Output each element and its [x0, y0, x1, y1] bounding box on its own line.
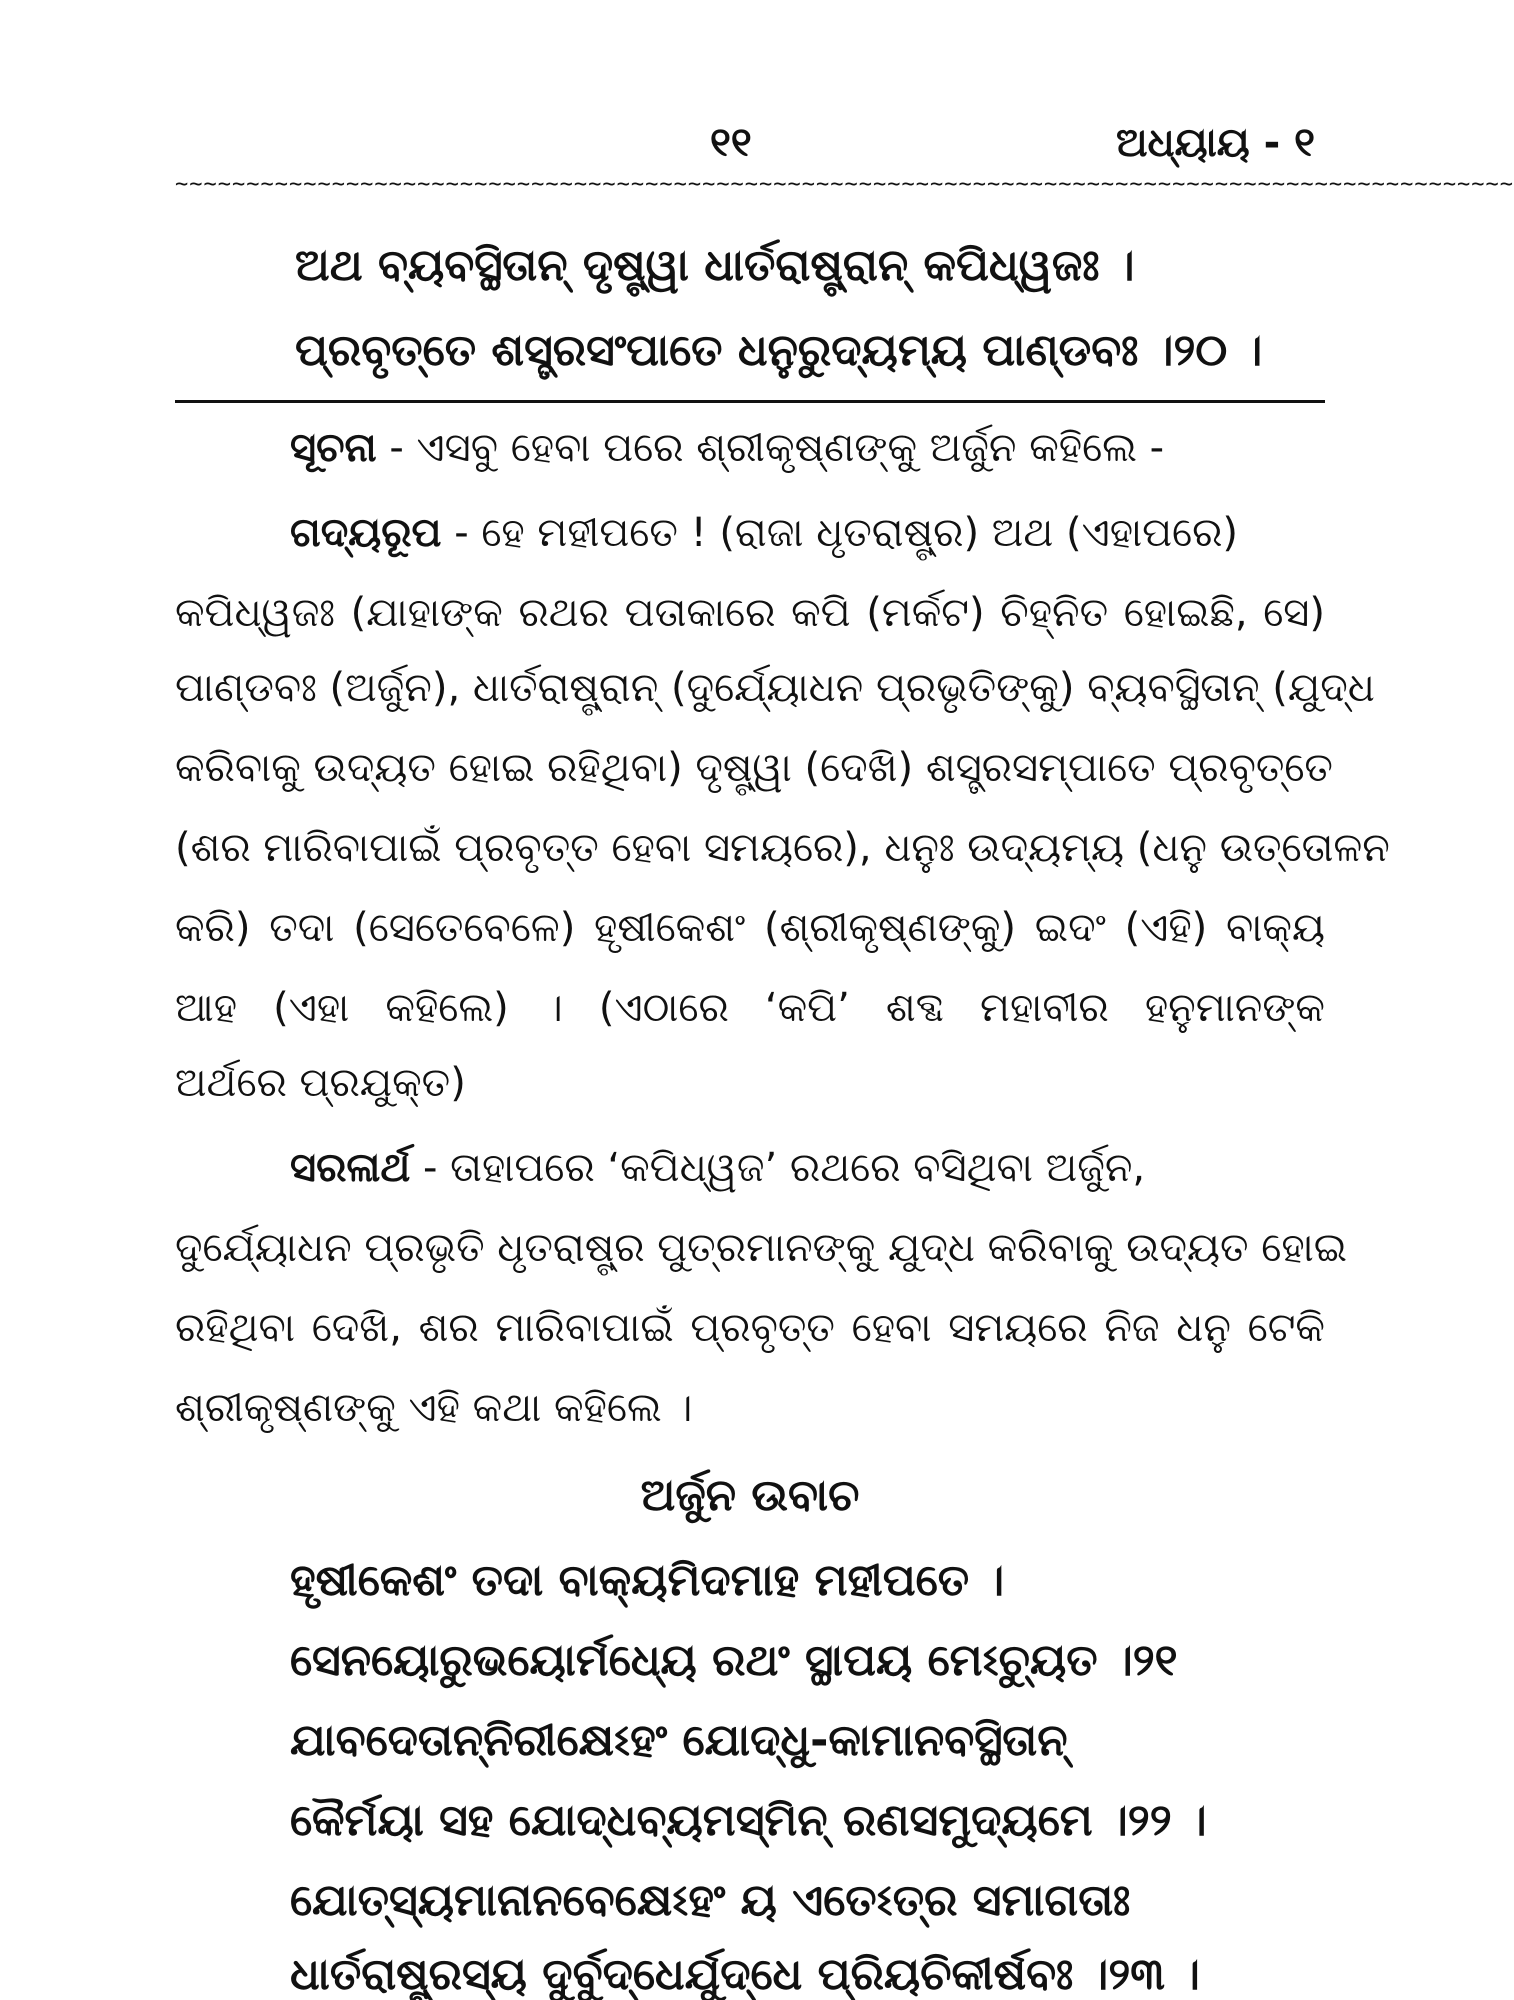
- page-header: [175, 120, 1325, 180]
- gadyarupa-text: - ହେ ମହୀପତେ ! (ରାଜା ଧୃତରାଷ୍ଟ୍ର) ଅଥ (ଏହାପରେ): [441, 510, 1239, 556]
- verse-line: ହୃଷୀକେଶଂ ତଦା ବାକ୍ୟମିଦମାହ ମହୀପତେ ।: [290, 1555, 1005, 1606]
- gadyarupa-line: (ଶର ମାରିବାପାଇଁ ପ୍ରବୃତ୍ତ ହେବା ସମୟରେ), ଧନୁଃ ଉଦ୍ୟମ୍ୟ (ଧନୁ ଉତ୍ତୋଳନ: [175, 825, 1390, 871]
- suchana-line: [290, 425, 1325, 471]
- gadyarupa-line: ଆହ (ଏହା କହିଲେ) । (ଏଠାରେ ‘କପି’ ଶବ୍ଦ ମହାବୀର ହନୁମାନଙ୍କ: [175, 985, 1325, 1031]
- gadyarupa-line: କରିବାକୁ ଉଦ୍ୟତ ହୋଇ ରହିଥିବା) ଦୃଷ୍ଟ୍ୱା (ଦେଖି) ଶସ୍ତ୍ରସମ୍ପାତେ ପ୍ରବୃତ୍ତେ: [175, 745, 1333, 791]
- gadyarupa-line: କପିଧ୍ୱଜଃ (ଯାହାଙ୍କ ରଥର ପତାକାରେ କପି (ମର୍କଟ) ଚିହ୍ନିତ ହୋଇଛି, ସେ): [175, 590, 1325, 636]
- saralartha-first-line: [290, 1145, 1325, 1191]
- arjuna-uvacha-heading: ଅର୍ଜୁନ ଉବାଚ: [640, 1470, 860, 1521]
- saralartha-line: ଦୁର୍ଯ୍ୟୋଧନ ପ୍ରଭୃତି ଧୃତରାଷ୍ଟ୍ର ପୁତ୍ରମାନଙ୍କୁ ଯୁଦ୍ଧ କରିବାକୁ ଉଦ୍ୟତ ହୋଇ: [175, 1225, 1348, 1271]
- verse-line: ଅଥ ବ୍ୟବସ୍ଥିତାନ୍ ଦୃଷ୍ଟ୍ୱା ଧାର୍ତରାଷ୍ଟ୍ରାନ୍ କପିଧ୍ୱଜଃ ।: [295, 240, 1135, 291]
- verse-line: ପ୍ରବୃତ୍ତେ ଶସ୍ତ୍ରସଂପାତେ ଧନୁରୁଦ୍ୟମ୍ୟ ପାଣ୍ଡବଃ ।୨୦ ।: [295, 325, 1263, 376]
- divider-line: [175, 400, 1325, 403]
- gadyarupa-line: କରି) ତଦା (ସେତେବେଳେ) ହୃଷୀକେଶଂ (ଶ୍ରୀକୃଷ୍ଣଙ୍କୁ) ଇଦଂ (ଏହି) ବାକ୍ୟ: [175, 905, 1325, 951]
- gadyarupa-line: ଅର୍ଥରେ ପ୍ରଯୁକ୍ତ): [175, 1060, 466, 1106]
- gadyarupa-line: ପାଣ୍ଡବଃ (ଅର୍ଜୁନ), ଧାର୍ତରାଷ୍ଟ୍ରାନ୍ (ଦୁର୍ଯ୍ୟୋଧନ ପ୍ରଭୃତିଙ୍କୁ) ବ୍ୟବସ୍ଥିତାନ୍ (ଯୁଦ୍ଧ: [175, 665, 1375, 711]
- verse-line: ଯାବଦେତାନ୍ନିରୀକ୍ଷେଽହଂ ଯୋଦ୍ଧୁ-କାମାନବସ୍ଥିତାନ୍: [290, 1715, 1068, 1766]
- verse-line: ସେନୟୋରୁଭୟୋର୍ମଧ୍ୟେ ରଥଂ ସ୍ଥାପୟ ମେଽଚ୍ୟୁତ ।୨୧: [290, 1635, 1178, 1686]
- tilde-separator: ~~~~~~~~~~~~~~~~~~~~~~~~~~~~~~~~~~~~~~~~~~~~~~~~~~~~~~~~~~~~~~~~~~~~~~~~~~~~~~~~~~~~~~~~~~~~~~: [175, 172, 1514, 197]
- saralartha-line: ରହିଥିବା ଦେଖି, ଶର ମାରିବାପାଇଁ ପ୍ରବୃତ୍ତ ହେବା ସମୟରେ ନିଜ ଧନୁ ଟେକି: [175, 1305, 1325, 1351]
- gadyarupa-label: ଗଦ୍ୟରୂପ: [290, 510, 442, 556]
- saralartha-text: - ତାହାପରେ ‘କପିଧ୍ୱଜ’ ରଥରେ ବସିଥିବା ଅର୍ଜୁନ,: [410, 1145, 1146, 1191]
- suchana-text: - ଏସବୁ ହେବା ପରେ ଶ୍ରୀକୃଷ୍ଣଙ୍କୁ ଅର୍ଜୁନ କହିଲେ -: [376, 425, 1165, 471]
- verse-line: କୈର୍ମୟା ସହ ଯୋଦ୍ଧବ୍ୟମସ୍ମିନ୍ ରଣସମୁଦ୍ୟମେ ।୨୨ ।: [290, 1795, 1207, 1846]
- verse-line: ଧାର୍ତରାଷ୍ଟ୍ରସ୍ୟ ଦୁର୍ବୁଦ୍ଧେର୍ଯୁଦ୍ଧେ ପ୍ରିୟଚିକୀର୍ଷବଃ ।୨୩ ।: [290, 1949, 1200, 2000]
- chapter-label: ଅଧ୍ୟାୟ - ୧: [1115, 120, 1315, 166]
- page-number: ୧୧: [710, 120, 752, 166]
- gadyarupa-first-line: [290, 510, 1325, 556]
- verse-line: ଯୋତ୍ସ୍ୟମାନାନବେକ୍ଷେଽହଂ ୟ ଏତେଽତ୍ର ସମାଗତାଃ: [290, 1875, 1131, 1926]
- saralartha-label: ସରଳାର୍ଥ: [290, 1145, 411, 1191]
- saralartha-line: ଶ୍ରୀକୃଷ୍ଣଙ୍କୁ ଏହି କଥା କହିଲେ ।: [175, 1385, 693, 1431]
- suchana-label: ସୂଚନା: [290, 425, 377, 471]
